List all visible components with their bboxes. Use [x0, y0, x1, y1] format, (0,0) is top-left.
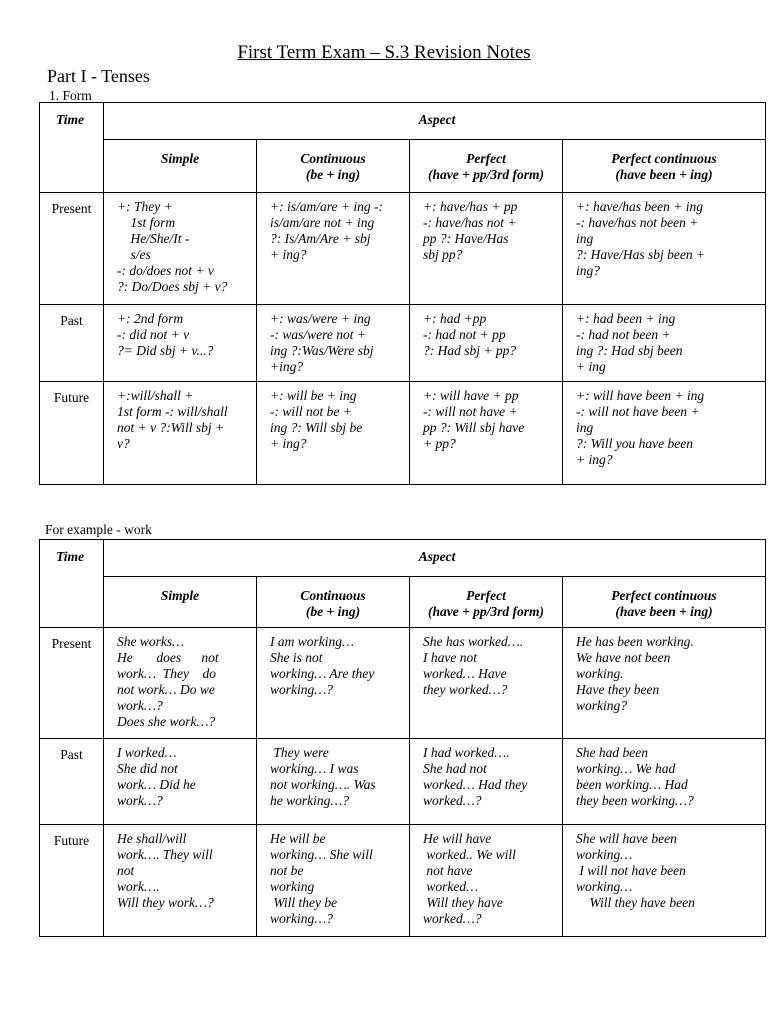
continuous-header: [257, 140, 410, 193]
cell-line: + ing: [576, 359, 606, 374]
cell-line: + ing?: [576, 452, 613, 467]
tenses-example-table: [39, 539, 766, 937]
cell-line: -: had not been +: [576, 327, 671, 342]
cell-line: worked… Had they: [423, 777, 528, 792]
table-row: [40, 382, 766, 485]
cell-line: ?: Had sbj + pp?: [423, 343, 517, 358]
perfect-cell: [410, 193, 563, 305]
cell-line: We have not been: [576, 650, 671, 665]
cell-line: +: They +: [117, 199, 173, 214]
cell-line: Does she work…?: [117, 714, 216, 729]
cell-line: Will they have been: [576, 895, 695, 910]
cell-line: working…?: [270, 682, 334, 697]
cell-line: She has worked….: [423, 634, 524, 649]
header-line: (have + pp/3rd form): [427, 604, 545, 619]
header-line: Continuous: [300, 151, 366, 166]
cell-line: working… I was: [270, 761, 359, 776]
cell-line: I worked…: [117, 745, 177, 760]
simple-cell: [104, 628, 257, 739]
cell-line: He shall/will: [117, 831, 187, 846]
cell-line: working… Are they: [270, 666, 375, 681]
cell-line: She is not: [270, 650, 323, 665]
simple-cell: [104, 305, 257, 382]
cell-line: She had not: [423, 761, 487, 776]
simple-header: [104, 577, 257, 628]
cell-line: not + v ?:Will sbj +: [117, 420, 225, 435]
table-row: [40, 305, 766, 382]
cell-line: -: have/has not +: [423, 215, 517, 230]
cell-line: + ing?: [270, 247, 307, 262]
cell-line: He does not: [117, 650, 219, 665]
cell-line: not have: [423, 863, 473, 878]
tenses-form-table: [39, 102, 766, 485]
cell-line: work…?: [117, 793, 163, 808]
cell-line: work… Did he: [117, 777, 196, 792]
header-line: Simple: [160, 588, 200, 603]
part-heading: Part I - Tenses: [47, 66, 150, 86]
cell-line: He will have: [423, 831, 492, 846]
cell-line: She did not: [117, 761, 178, 776]
perfect-cell: [410, 739, 563, 825]
cell-line: s/es: [117, 247, 151, 262]
cell-line: She will have been: [576, 831, 677, 846]
time-label: Past: [40, 739, 104, 825]
cell-line: I will not have been: [576, 863, 686, 878]
cell-line: ing?: [576, 263, 601, 278]
column-header-row: [40, 140, 766, 193]
continuous-cell: [257, 382, 410, 485]
perfect-continuous-cell: [563, 825, 766, 937]
aspect-header: Aspect: [104, 540, 766, 577]
perfect-header: [410, 140, 563, 193]
cell-line: 1st form: [117, 215, 176, 230]
cell-line: Will they work…?: [117, 895, 214, 910]
time-label: Present: [40, 193, 104, 305]
perfect-continuous-header: [563, 577, 766, 628]
cell-line: He will be: [270, 831, 326, 846]
cell-line: They were: [270, 745, 329, 760]
cell-line: v?: [117, 436, 130, 451]
header-line: (have + pp/3rd form): [427, 167, 545, 182]
cell-line: ing ?:Was/Were sbj: [270, 343, 374, 358]
cell-line: working.: [576, 666, 624, 681]
simple-cell: [104, 825, 257, 937]
cell-line: not working…. Was: [270, 777, 376, 792]
perfect-continuous-cell: [563, 382, 766, 485]
cell-line: pp ?: Have/Has: [423, 231, 509, 246]
cell-line: +: was/were + ing: [270, 311, 371, 326]
cell-line: not be: [270, 863, 304, 878]
simple-header: [104, 140, 257, 193]
cell-line: -: have/has not been +: [576, 215, 699, 230]
cell-line: I had worked….: [423, 745, 510, 760]
cell-line: working: [270, 879, 315, 894]
cell-line: He has been working.: [576, 634, 694, 649]
cell-line: +: will be + ing: [270, 388, 357, 403]
continuous-cell: [257, 193, 410, 305]
cell-line: not: [117, 863, 135, 878]
section-heading-example: For example - work: [45, 522, 152, 537]
cell-line: sbj pp?: [423, 247, 463, 262]
cell-line: worked…?: [423, 793, 482, 808]
cell-line: 1st form -: will/shall: [117, 404, 228, 419]
cell-line: ing: [576, 420, 594, 435]
cell-line: +: will have + pp: [423, 388, 519, 403]
aspect-header: Aspect: [104, 103, 766, 140]
perfect-cell: [410, 628, 563, 739]
cell-line: +:will/shall +: [117, 388, 194, 403]
cell-line: working…?: [270, 911, 334, 926]
cell-line: work…?: [117, 698, 163, 713]
table-row: [40, 628, 766, 739]
cell-line: ?: Is/Am/Are + sbj: [270, 231, 371, 246]
time-label: Future: [40, 825, 104, 937]
cell-line: ?: Have/Has sbj been +: [576, 247, 706, 262]
table-row: [40, 193, 766, 305]
cell-line: + pp?: [423, 436, 456, 451]
cell-line: I am working…: [270, 634, 354, 649]
cell-line: +: is/am/are + ing -:: [270, 199, 383, 214]
cell-line: he working…?: [270, 793, 350, 808]
perfect-continuous-cell: [563, 628, 766, 739]
continuous-cell: [257, 628, 410, 739]
time-header: Time: [40, 103, 104, 193]
cell-line: +: will have been + ing: [576, 388, 705, 403]
cell-line: been working… Had: [576, 777, 688, 792]
header-line: (have been + ing): [615, 604, 713, 619]
cell-line: +ing?: [270, 359, 304, 374]
header-line: (be + ing): [305, 604, 361, 619]
cell-line: He/She/It -: [117, 231, 190, 246]
cell-line: work… They do: [117, 666, 216, 681]
cell-line: pp ?: Will sbj have: [423, 420, 525, 435]
cell-line: -: had not + pp: [423, 327, 506, 342]
cell-line: is/am/are not + ing: [270, 215, 375, 230]
cell-line: not work… Do we: [117, 682, 215, 697]
cell-line: +: have/has + pp: [423, 199, 518, 214]
cell-line: +: have/has been + ing: [576, 199, 703, 214]
header-line: (have been + ing): [615, 167, 713, 182]
cell-line: working…: [576, 847, 633, 862]
header-line: Perfect continuous: [611, 588, 717, 603]
time-header: Time: [40, 540, 104, 628]
table-row: [40, 825, 766, 937]
header-line: Perfect continuous: [611, 151, 717, 166]
cell-line: -: will not have been +: [576, 404, 700, 419]
continuous-cell: [257, 825, 410, 937]
header-line: (be + ing): [305, 167, 361, 182]
perfect-continuous-cell: [563, 193, 766, 305]
time-label: Future: [40, 382, 104, 485]
cell-line: worked.. We will: [423, 847, 516, 862]
cell-line: -: will not have +: [423, 404, 518, 419]
header-line: Simple: [160, 151, 200, 166]
cell-line: + ing?: [270, 436, 307, 451]
time-label: Present: [40, 628, 104, 739]
page-title: First Term Exam – S.3 Revision Notes: [237, 42, 531, 63]
cell-line: worked…: [423, 879, 479, 894]
cell-line: -: was/were not +: [270, 327, 366, 342]
cell-line: working?: [576, 698, 628, 713]
column-header-row: [40, 577, 766, 628]
cell-line: worked…?: [423, 911, 482, 926]
section-heading-form: 1. Form: [49, 88, 92, 103]
perfect-continuous-cell: [563, 305, 766, 382]
cell-line: I have not: [423, 650, 477, 665]
cell-line: working… She will: [270, 847, 373, 862]
cell-line: ing ?: Will sbj be: [270, 420, 363, 435]
perfect-header: [410, 577, 563, 628]
cell-line: they worked…?: [423, 682, 508, 697]
cell-line: Will they have: [423, 895, 503, 910]
perfect-cell: [410, 305, 563, 382]
perfect-continuous-header: [563, 140, 766, 193]
cell-line: ?: Will you have been: [576, 436, 693, 451]
cell-line: work….: [117, 879, 160, 894]
cell-line: worked… Have: [423, 666, 507, 681]
cell-line: working… We had: [576, 761, 676, 776]
simple-cell: [104, 193, 257, 305]
cell-line: +: had +pp: [423, 311, 487, 326]
header-line: Perfect: [466, 588, 506, 603]
cell-line: +: had been + ing: [576, 311, 676, 326]
time-label: Past: [40, 305, 104, 382]
cell-line: ing: [576, 231, 594, 246]
continuous-cell: [257, 305, 410, 382]
cell-line: She works…: [117, 634, 185, 649]
cell-line: -: do/does not + v: [117, 263, 214, 278]
continuous-header: [257, 577, 410, 628]
cell-line: work…. They will: [117, 847, 213, 862]
header-line: Perfect: [466, 151, 506, 166]
simple-cell: [104, 382, 257, 485]
table-row: [40, 739, 766, 825]
cell-line: working…: [576, 879, 633, 894]
cell-line: -: will not be +: [270, 404, 352, 419]
cell-line: +: 2nd form: [117, 311, 184, 326]
cell-line: ?= Did sbj + v...?: [117, 343, 214, 358]
cell-line: ing ?: Had sbj been: [576, 343, 683, 358]
header-line: Continuous: [300, 588, 366, 603]
simple-cell: [104, 739, 257, 825]
cell-line: ?: Do/Does sbj + v?: [117, 279, 228, 294]
continuous-cell: [257, 739, 410, 825]
cell-line: -: did not + v: [117, 327, 190, 342]
perfect-continuous-cell: [563, 739, 766, 825]
perfect-cell: [410, 825, 563, 937]
cell-line: they been working…?: [576, 793, 694, 808]
cell-line: Will they be: [270, 895, 338, 910]
perfect-cell: [410, 382, 563, 485]
cell-line: Have they been: [576, 682, 660, 697]
cell-line: She had been: [576, 745, 648, 760]
